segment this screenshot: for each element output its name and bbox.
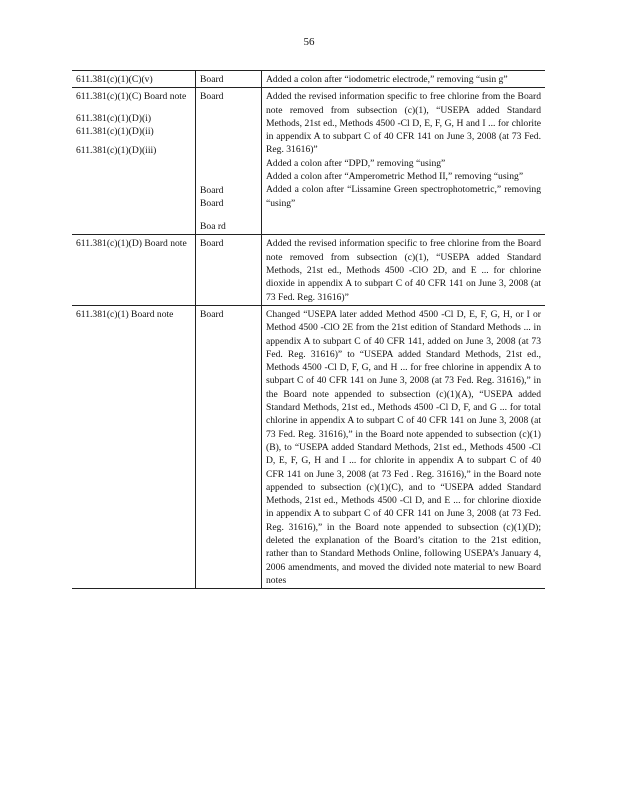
section-cell xyxy=(72,305,196,588)
agency-cell xyxy=(196,71,262,88)
section-citation: 611.381(c)(1)(D) Board note xyxy=(76,238,187,250)
section-citation: 611.381(c)(1) Board note xyxy=(76,308,174,320)
table-row xyxy=(72,235,545,305)
action-text: Changed “USEPA later added Method 4500 -Cl D, E, F, G, H, or I or Method 4500 -ClO 2E from the 21st edition of Standard Methods ... in appendix A to subpart C of 40 CFR 141, added on June 3, 2008 (at 73 Fed. Reg. 31616)” to “USEPA added Standard Methods, 21st ed., Methods 4500 -Cl D, F, G, and H ... for free chlorine in appendix A to subpart C of 40 CFR 141 on June 3, 2008 (at 73 Fed. Reg. 31616),” in the Board note appended to subsection (c)(1)(A), “USEPA added Standard Methods, 21st ed., Methods 4500 -Cl D, F, and G ... for total chlorine in appendix A to subpart C of 40 CFR 141 on June 3, 2008 (at 73 Fed. Reg. 31616),” in the Board note appended to subsection (c)(1)(B), to “USEPA added Standard Methods, 21st ed., Methods 4500 -Cl D, E, F, G, H and I ... for chlorite in appendix A to subpart C of 40 CFR 141 on June 3, 2008 (at 73 Fed . Reg. 31616),” in the Board note appended to subsection (c)(1)(C), and to “USEPA added Standard Methods, 21st ed., Methods 4500 -Cl D, and E ... for chlorine dioxide in appendix A to subpart C of 40 CFR 141 on June 3, 2008 (at 73 Fed. Reg. 31616),” in the Board note appended to subsection (c)(1)(D); deleted the explanation of the Board’s citation to the 21st edition, rather than to Standard Methods Online, following USEPA’s January 4, 2006 amendments, and moved the divided note material to new Board notes xyxy=(266,308,541,586)
section-citation: 611.381(c)(1)(C)(v) xyxy=(76,74,153,85)
page-number: 56 xyxy=(303,36,315,48)
action-text: Added the revised information specific to free chlorine from the Board note removed from subsection (c)(1), “USEPA added Standard Methods, 21st ed., Methods 4500 -ClO 2D, and E ... for chlorine dioxide in appendix A to subpart C of 40 CFR 141 on June 3, 2008 (at 73 Fed. Reg. 31616)” xyxy=(266,238,541,303)
action-text: Added a colon after “Amperometric Method II,” removing “using” xyxy=(266,171,524,183)
action-text: Added the revised information specific to free chlorine from the Board note removed from subsection (c)(1), “USEPA added Standard Methods, 21st ed., Methods 4500 -Cl D, E, F, G, H and I ... for chlorite in appendix A to subpart C of 40 CFR 141 on June 3, 2008 (at 73 Fed. Reg. 31616)” xyxy=(266,91,541,156)
section-cell xyxy=(72,88,196,235)
agency-label: Board xyxy=(200,308,224,320)
table-row xyxy=(72,305,545,588)
action-text: Added a colon after “DPD,” removing “using” xyxy=(266,157,446,169)
agency-cell xyxy=(196,305,262,588)
section-citation: 611.381(c)(1)(D)(i) xyxy=(76,112,152,124)
action-cell xyxy=(262,88,546,235)
table-row xyxy=(72,88,545,235)
agency-label: Board xyxy=(200,91,224,103)
section-cell xyxy=(72,71,196,88)
agency-label: Board xyxy=(200,74,224,85)
agency-label: Boa rd xyxy=(200,221,226,233)
section-citation: 611.381(c)(1)(C) Board note xyxy=(76,91,187,103)
table-row xyxy=(72,71,545,88)
agency-label: Board xyxy=(200,184,224,196)
agency-label: Board xyxy=(200,197,224,209)
action-text: Added a colon after “iodometric electrode,” removing “usin g” xyxy=(266,74,508,85)
action-cell xyxy=(262,71,546,88)
action-cell xyxy=(262,305,546,588)
section-cell xyxy=(72,235,196,305)
action-text: Added a colon after “Lissamine Green spectrophotometric,” removing “using” xyxy=(266,184,541,209)
amendments-table xyxy=(72,70,545,589)
agency-label: Board xyxy=(200,238,224,250)
agency-cell xyxy=(196,235,262,305)
section-citation: 611.381(c)(1)(D)(iii) xyxy=(76,145,157,157)
section-citation: 611.381(c)(1)(D)(ii) xyxy=(76,125,154,137)
action-cell xyxy=(262,235,546,305)
agency-cell xyxy=(196,88,262,235)
